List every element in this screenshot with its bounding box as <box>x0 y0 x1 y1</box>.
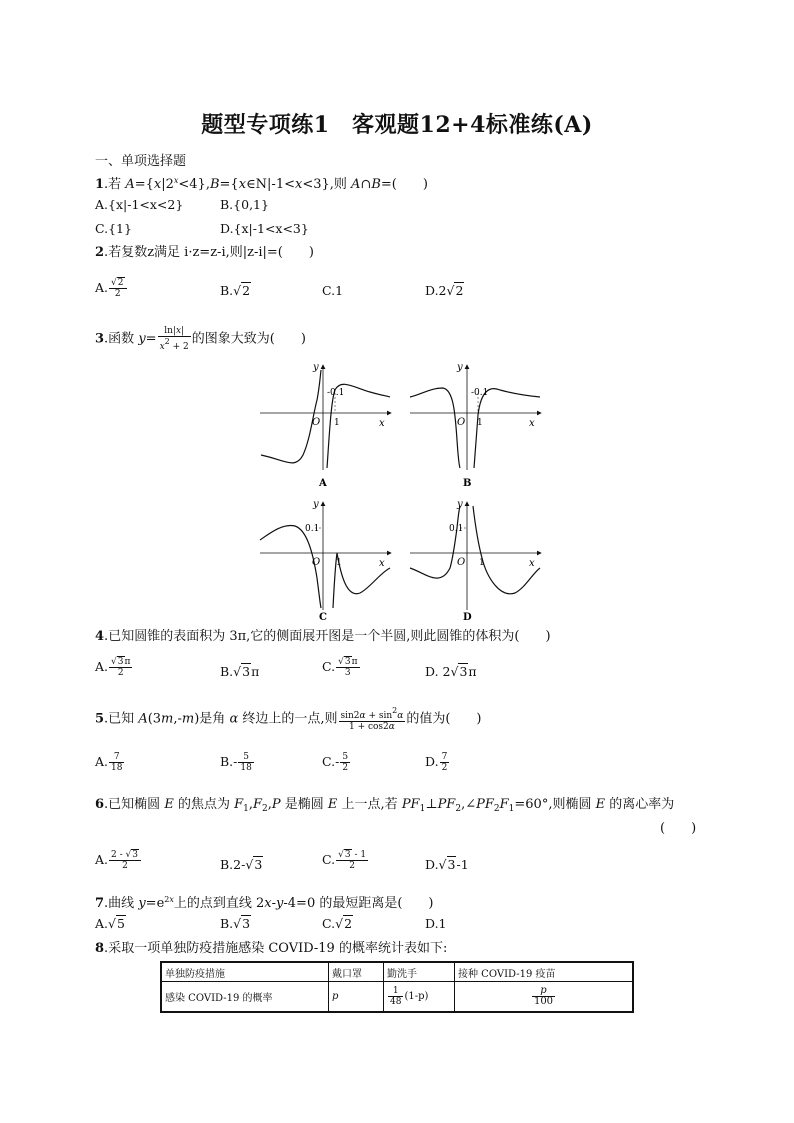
q1-option-a: A.{x|-1<x<2} <box>95 197 184 212</box>
svg-text:-0.1: -0.1 <box>471 388 489 398</box>
q2-option-a: A. $\frac{√2}{2}$ <box>95 278 128 299</box>
svg-text:x: x <box>529 558 535 569</box>
q2-option-d: D.2√2 <box>425 283 464 298</box>
q6-option-d: D.√3-1 <box>425 857 469 872</box>
q7-option-d: D.1 <box>425 916 447 931</box>
probability-table <box>160 961 634 1013</box>
svg-text:x: x <box>379 558 385 569</box>
svg-text:1: 1 <box>479 558 485 568</box>
question-5: 5.已知 A(3m,-m)是角 α 终边上的一点,则 $\frac{\sin 2\alpha + \sin 2\alpha}{1 + \cos 2\alpha}$ 的值为( ) <box>95 706 482 732</box>
graph-b <box>410 362 541 489</box>
q6-paren: ( ) <box>660 821 697 836</box>
q7-option-c: C.√2 <box>322 916 353 931</box>
table-cell: $\frac{p}{100}$ <box>455 982 634 1012</box>
graph-a-label: A <box>319 478 327 489</box>
q4-option-d: D. 2√3π <box>425 664 477 679</box>
graph-d <box>410 499 541 622</box>
q5-option-b: B.- $\frac{5}{18}$ <box>220 752 252 773</box>
table-header: 戴口罩 <box>329 962 384 982</box>
table-row <box>161 982 633 1012</box>
table-cell: $\frac{1}{48}$ (1-p) <box>384 982 455 1012</box>
function-graphs <box>255 360 545 622</box>
svg-text:O: O <box>457 557 466 568</box>
svg-text:y: y <box>457 499 463 510</box>
q6-option-a: A. $\frac{2 - √3}{2}$ <box>95 850 142 871</box>
question-4: 4.已知圆锥的表面积为 3π,它的侧面展开图是一个半圆,则此圆锥的体积为( ) <box>95 629 551 644</box>
svg-text:O: O <box>457 417 466 428</box>
table-header-row <box>161 962 633 982</box>
q6-option-b: B.2-√3 <box>220 857 263 872</box>
svg-text:x: x <box>529 418 535 429</box>
svg-text:1: 1 <box>336 558 342 568</box>
graph-a-y-label: y <box>313 362 319 373</box>
page-title: 题型专项练1 客观题12+4标准练(A) <box>201 112 593 138</box>
svg-text:0.1: 0.1 <box>449 524 464 534</box>
q2-option-c: C.1 <box>322 283 344 298</box>
question-7: 7.曲线 $y=e^{2x}$上的点到直线 2x-y-4=0 的最短距离是( ) <box>95 895 434 911</box>
svg-text:O: O <box>312 417 321 428</box>
q5-option-c: C.- $\frac{5}{2}$ <box>322 752 349 773</box>
table-header: 接种 COVID-19 疫苗 <box>455 962 634 982</box>
svg-text:y: y <box>313 499 319 510</box>
q1-option-c: C.{1} <box>95 221 132 236</box>
table-header: 勤洗手 <box>384 962 455 982</box>
graph-a <box>260 362 391 489</box>
svg-text:y: y <box>457 362 463 373</box>
q1-option-d: D.{x|-1<x<3} <box>220 221 309 236</box>
question-8: 8.采取一项单独防疫措施感染 COVID-19 的概率统计表如下: <box>95 941 448 956</box>
svg-text:O: O <box>312 557 321 568</box>
graph-d-label: D <box>463 612 472 622</box>
graph-c-label: C <box>319 612 327 622</box>
q4-option-b: B.√3π <box>220 664 260 679</box>
question-3: 3.函数 y= $\frac{\ln|x|}{x2 + 2}$ 的图象大致为( ) <box>95 326 306 352</box>
question-1: 1.若 $A=\{x|2^x<4\},B=\{x\in N|-1<x<3\}$,则 A∩B=( ) <box>95 176 428 192</box>
graph-c <box>260 499 391 622</box>
svg-text:1: 1 <box>477 418 483 428</box>
q7-option-a: A.√5 <box>95 916 125 931</box>
question-6: 6.已知椭圆 E 的焦点为 $F_1,F_2,P$ 是椭圆 E 上一点,若 $PF_1\perp PF_2,\angle PF_2F_1=60^\circ$,则椭圆 E 的离心率为 <box>95 797 675 814</box>
table-cell: 感染 COVID-19 的概率 <box>161 982 329 1012</box>
graph-a-x-label: x <box>379 418 385 429</box>
q2-option-b: B.√2 <box>220 283 251 298</box>
question-2: 2.若复数z满足 i·z=z-i,则|z-i|=( ) <box>95 245 314 260</box>
table-header: 单独防疫措施 <box>161 962 329 982</box>
q5-option-d: D. $\frac{7}{2}$ <box>425 752 448 773</box>
svg-text:-0.1: -0.1 <box>327 388 345 398</box>
table-cell: p <box>329 982 384 1012</box>
q1-option-b: B.{0,1} <box>220 197 269 212</box>
q5-option-a: A. $\frac{7}{18}$ <box>95 752 123 773</box>
section-heading: 一、单项选择题 <box>95 154 187 169</box>
graph-b-label: B <box>463 478 472 489</box>
svg-text:0.1: 0.1 <box>305 524 320 534</box>
q4-option-a: A. $\frac{√3\pi}{2}$ <box>95 657 131 678</box>
q7-option-b: B.√3 <box>220 916 251 931</box>
svg-text:1: 1 <box>334 418 340 428</box>
q4-option-c: C. $\frac{√3\pi}{3}$ <box>322 657 358 678</box>
q6-option-c: C. $\frac{√3 - 1}{2}$ <box>322 850 367 871</box>
